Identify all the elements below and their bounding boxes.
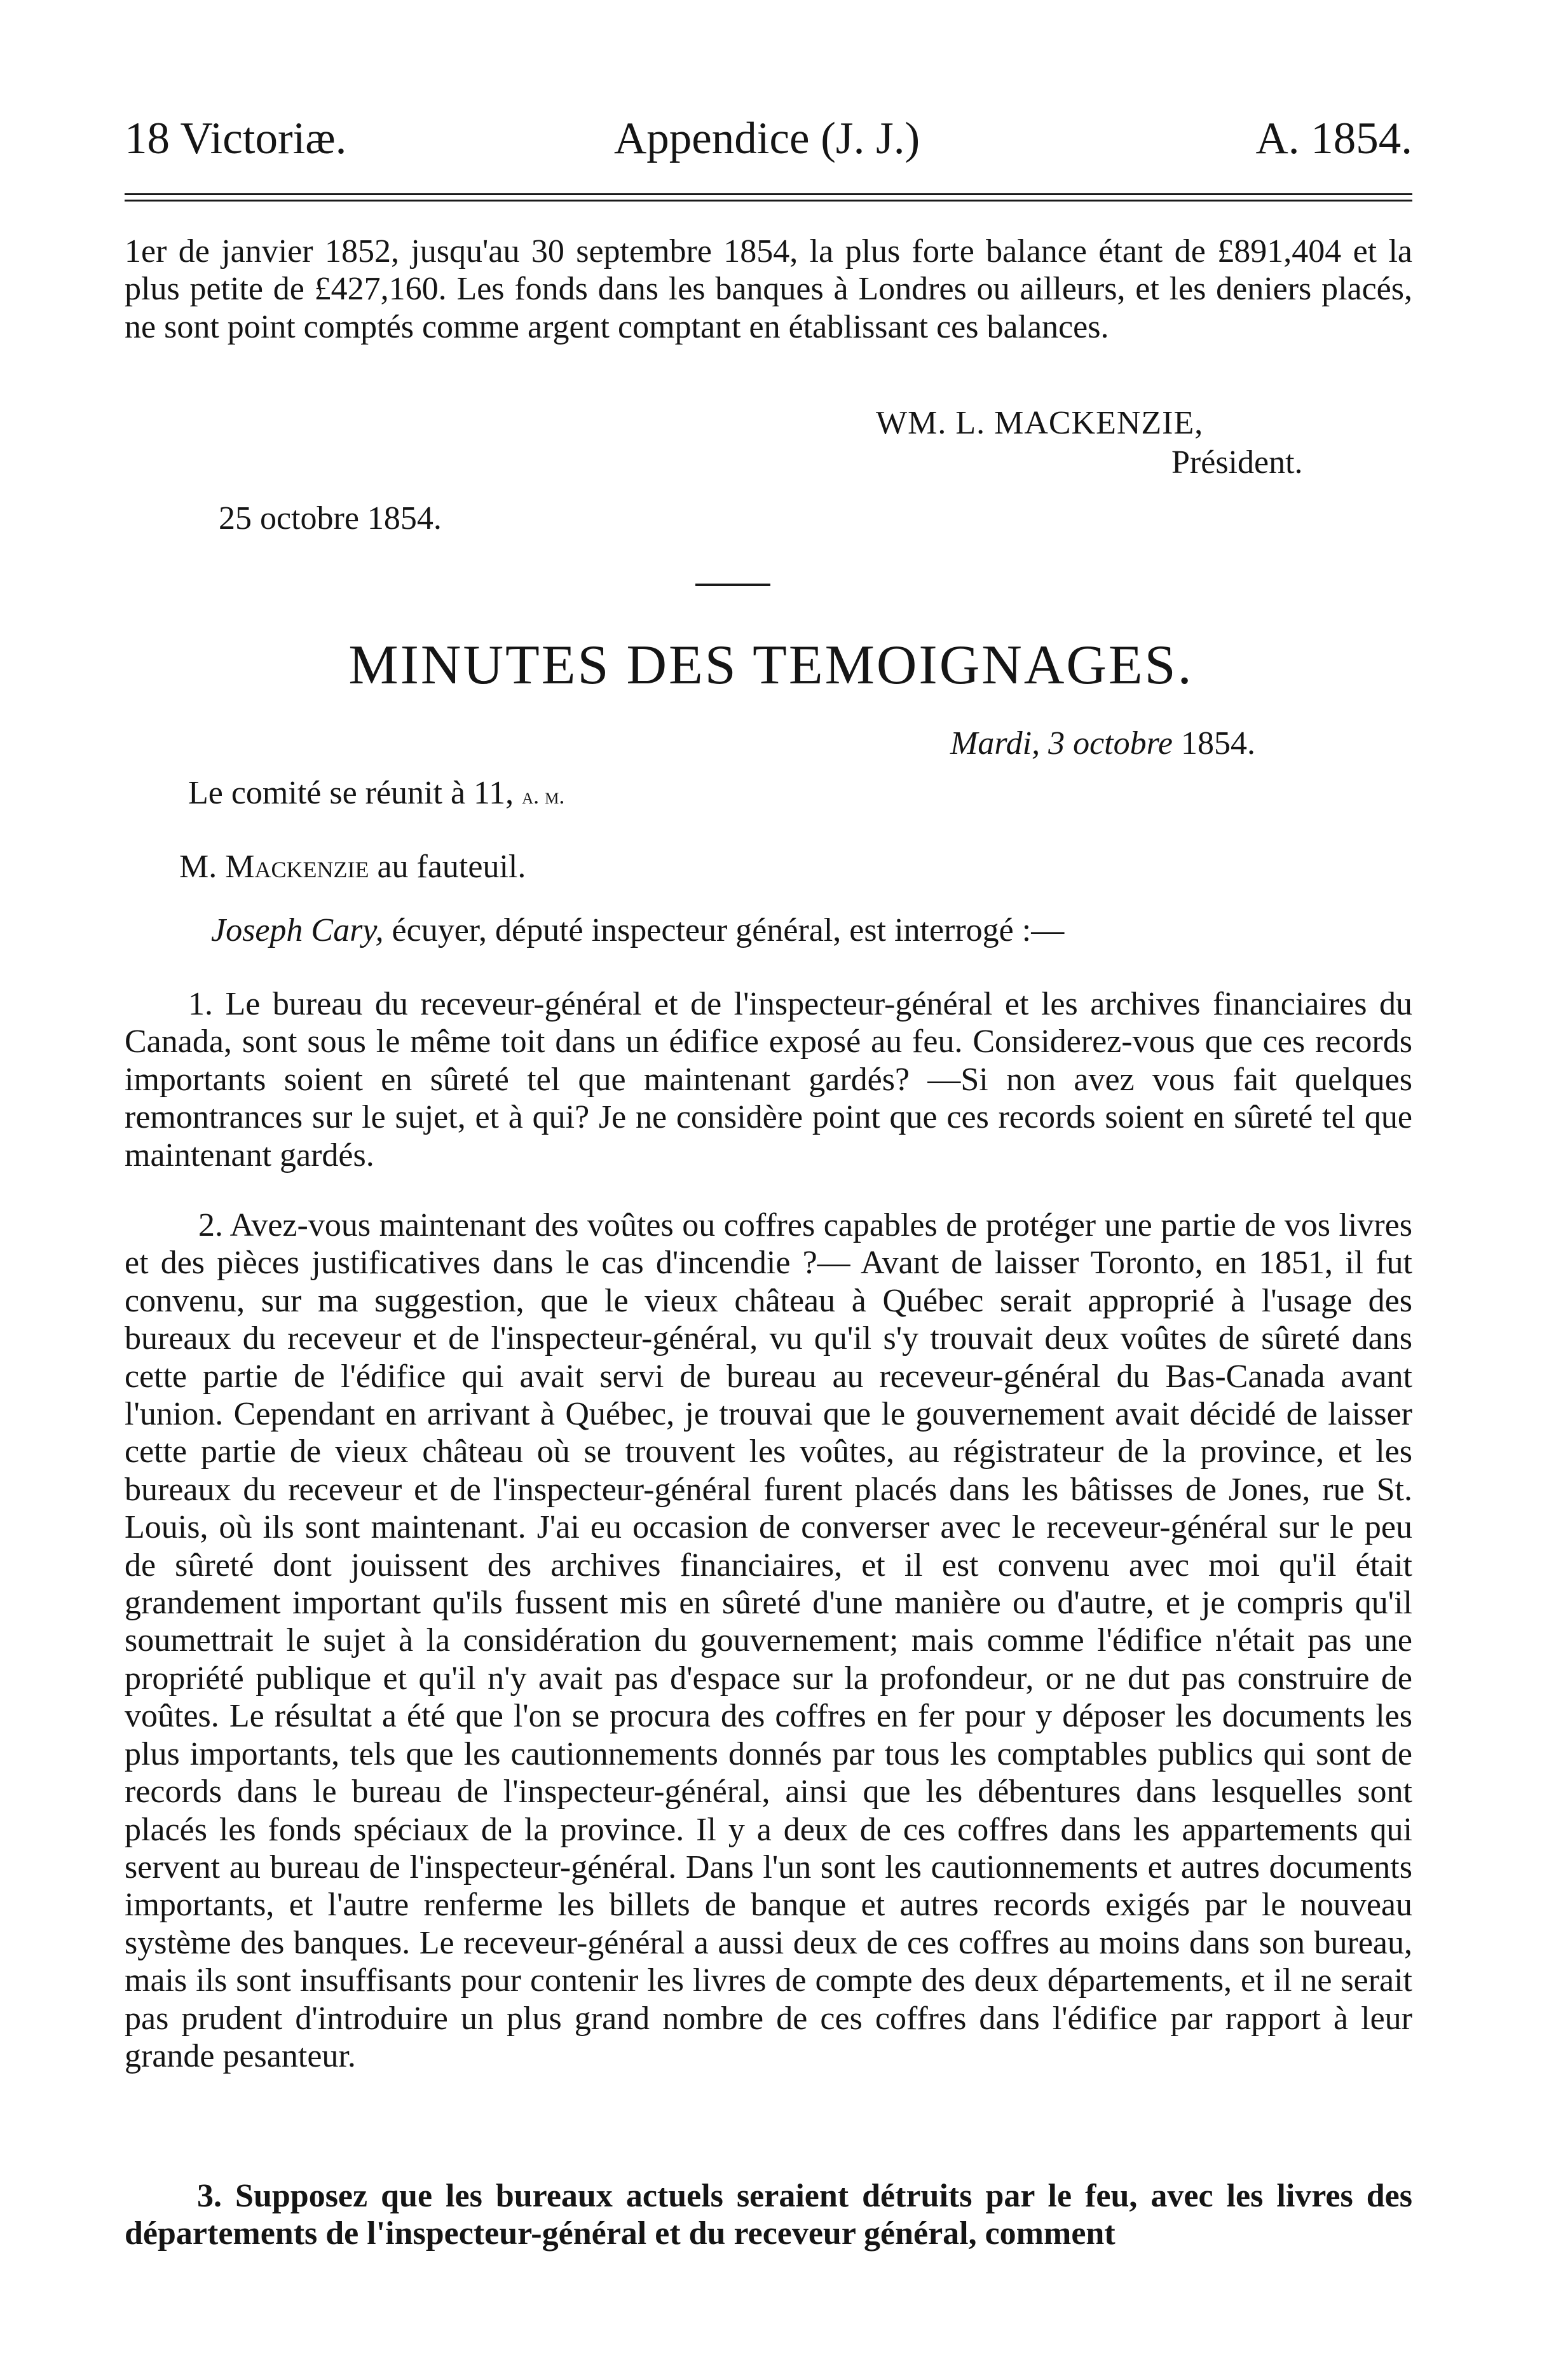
question-2-paragraph: 2. Avez-vous maintenant des voûtes ou coffres capables de protéger une partie de vos livres et des pièces justificatives dans le cas d'incendie ?— Avant de laisser Toronto, en 1851, il fut convenu, sur ma suggestion, que le vieux château à Québec serait approprié à l'usage des bureaux du receveur et de l'inspecteur-général, vu qu'il s'y trouvait deux voûtes de sûreté dans cette partie de l'édifice qui avait servi de bureau au receveur-général du Bas-Canada avant l'union. Cependant en arrivant à Québec, je trouvai que le gouvernement avait décidé de laisser cette partie de vieux château où se trouvent les voûtes, au régistrateur de la province, et les bureaux du receveur et de l'inspecteur-général furent placés dans les bâtisses de Jones, rue St. Louis, où ils sont maintenant. J'ai eu occasion de converser avec le receveur-général sur le peu de sûreté dont jouissent des archives financiaires, et il est convenu avec moi qu'il était grandement important qu'ils fussent mis en sûreté d'une manière ou d'autre, et je compris qu'il soumettrait le sujet à la considération du gouvernement; mais comme l'édifice n'était pas une propriété publique et qu'il n'y avait pas d'espace sur la profondeur, or ne dut pas construire de voûtes. Le résultat a été que l'on se procura des coffres en fer pour y déposer les documents les plus importants, tels que les cautionnements donnés par tous les comptables publics qui sont de records dans le bureau de l'inspecteur-général, ainsi que les débentures dans lesquelles sont placés les fonds spéciaux de la province. Il y a deux de ces coffres dans les appartements qui servent au bureau de l'inspecteur-général. Dans l'un sont les cautionnements et autres documents importants, et l'autre renferme les billets de banque et autres records exigés par le nouveau système des banques. Le receveur-général a aussi deux de ces coffres au moins dans son bureau, mais ils sont insuffisants pour contenir les livres de compte des deux départements, et il ne serait pas prudent d'introduire un plus grand nombre de ces coffres dans l'édifice par rapport à leur grande pesanteur.	[125, 1207, 1412, 2074]
chair-suffix: au fauteuil.	[377, 849, 526, 885]
signature-role: Président.	[1171, 444, 1303, 481]
witness-line	[211, 912, 1064, 949]
meeting-text: Le comité se réunit à 11,	[188, 775, 514, 811]
question-3-paragraph: 3. Supposez que les bureaux actuels seraient détruits par le feu, avec les livres des départements de l'inspecteur-général et du receveur général, comment	[125, 2178, 1412, 2252]
header-appendix: Appendice (J. J.)	[614, 114, 920, 163]
witness-name: Joseph Cary,	[211, 912, 384, 948]
header-rule-bottom	[125, 200, 1412, 202]
header-rule-top	[125, 193, 1412, 195]
section-divider	[695, 584, 770, 586]
signature-date: 25 octobre 1854.	[219, 500, 442, 537]
session-day: Mardi, 3 octobre	[950, 725, 1173, 762]
session-date	[950, 725, 1255, 762]
session-year: 1854.	[1180, 725, 1255, 762]
header-session: 18 Victoriæ.	[125, 114, 347, 163]
meeting-time-suffix: a. m.	[522, 783, 565, 809]
signature-name: WM. L. MACKENZIE,	[876, 405, 1204, 441]
witness-text: écuyer, député inspecteur général, est interrogé :—	[392, 912, 1065, 948]
header-year: A. 1854.	[1255, 114, 1412, 163]
intro-paragraph: 1er de janvier 1852, jusqu'au 30 septembre 1854, la plus forte balance étant de £891,404 et la plus petite de £427,160. Les fonds dans les banques à Londres ou ailleurs, et les deniers placés, ne sont point comptés comme argent comptant en établissant ces balances.	[125, 233, 1412, 345]
chair-name: Mackenzie	[225, 849, 369, 885]
chair-line	[179, 848, 526, 886]
chair-prefix: M.	[179, 849, 217, 885]
meeting-line	[188, 774, 564, 812]
question-1-paragraph: 1. Le bureau du receveur-général et de l'inspecteur-général et les archives financiaires du Canada, sont sous le même toit dans un édifice exposé au feu. Considerez-vous que ces records importants soient en sûreté tel que maintenant gardés? —Si non avez vous fait quelques remontrances sur le sujet, et à qui? Je ne considère point que ces records soient en sûreté tel que maintenant gardés.	[125, 986, 1412, 1173]
section-title: MINUTES DES TEMOIGNAGES.	[348, 634, 1194, 696]
running-header	[125, 113, 1412, 170]
